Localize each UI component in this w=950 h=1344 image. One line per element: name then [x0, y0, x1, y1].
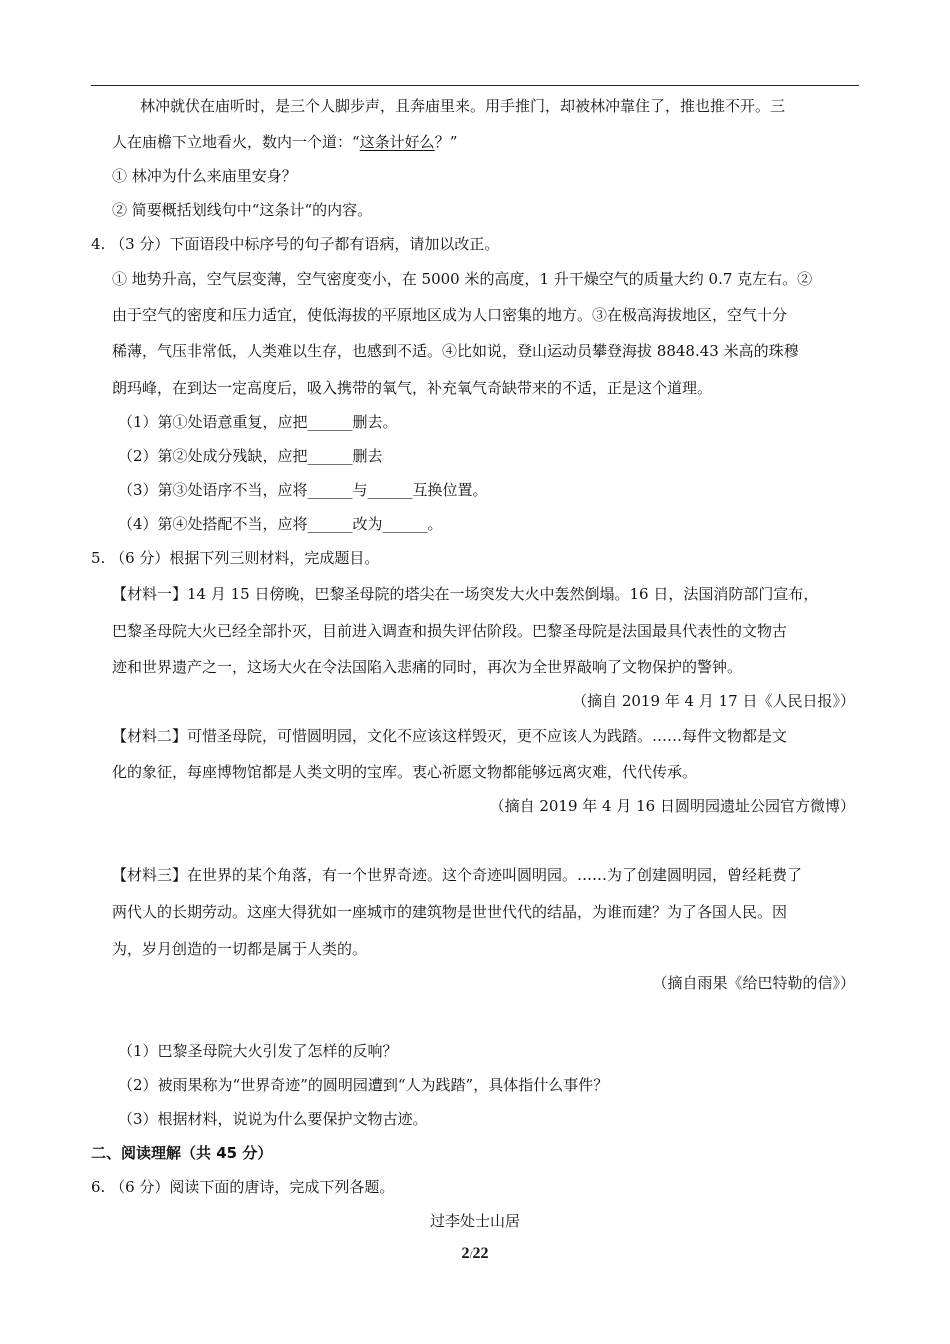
- material-3: 为，岁月创造的一切都是属于人类的。: [112, 940, 368, 958]
- question-4-item: （4）第④处搭配不当，应将______改为______。: [118, 515, 443, 533]
- passage-text: 人在庙檐下立地看火，数内一个道：“: [112, 133, 360, 151]
- question-5-title: 5. （6 分）根据下列三则材料，完成题目。: [91, 549, 380, 567]
- page-total: 22: [472, 1245, 489, 1262]
- material-3-source: （摘自雨果《给巴特勒的信》）: [652, 974, 855, 992]
- question-4-item: （3）第③处语序不当，应将______与______互换位置。: [118, 481, 488, 499]
- sub-question: ② 简要概括划线句中“这条计“的内容。: [112, 201, 373, 219]
- passage-line: [112, 131, 457, 153]
- material-1: 【材料一】14 月 15 日傍晚，巴黎圣母院的塔尖在一场突发大火中轰然倒塌。16 日，法国消防部门宣布，: [112, 585, 819, 603]
- question-4-title: 4. （3 分）下面语段中标序号的句子都有语病，请加以改正。: [91, 235, 500, 253]
- question-4-paragraph: 朗玛峰，在到达一定高度后，吸入携带的氧气，补充氧气奇缺带来的不适，正是这个道理。: [112, 379, 713, 397]
- underlined-sentence: 这条计好么: [359, 133, 435, 151]
- question-5-item: （2）被雨果称为“世界奇迹”的圆明园遭到“人为践踏”，具体指什么事件？: [118, 1076, 609, 1094]
- material-2: 【材料二】可惜圣母院，可惜圆明园，文化不应该这样毁灭，更不应该人为践踏。……每件文物都是文: [112, 727, 788, 745]
- passage-line: 林冲就伏在庙听时，是三个人脚步声，且奔庙里来。用手推门，却被林冲靠住了，推也推不开。三: [140, 97, 786, 115]
- question-5-item: （3）根据材料，说说为什么要保护文物古迹。: [118, 1110, 428, 1128]
- question-4-item: （1）第①处语意重复，应把______删去。: [118, 413, 398, 431]
- question-6-title: 6. （6 分）阅读下面的唐诗，完成下列各题。: [91, 1178, 395, 1196]
- material-2: 化的象征，每座博物馆都是人类文明的宝库。衷心祈愿文物都能够远离灾难，代代传承。: [112, 763, 698, 781]
- material-1: 巴黎圣母院大火已经全部扑灭，目前进入调查和损失评估阶段。巴黎圣母院是法国最具代表性的文物古: [112, 622, 788, 640]
- passage-text: ？”: [434, 133, 458, 151]
- sub-question: ① 林冲为什么来庙里安身？: [112, 167, 297, 185]
- page-number: 2: [461, 1245, 470, 1262]
- question-4-paragraph: ① 地势升高，空气层变薄，空气密度变小，在 5000 米的高度，1 升干燥空气的质量大约 0.7 克左右。②: [112, 270, 813, 288]
- page-separator: /: [469, 1249, 473, 1261]
- material-1-source: （摘自 2019 年 4 月 17 日《人民日报》）: [572, 692, 855, 710]
- material-1: 迹和世界遗产之一，这场大火在令法国陷入悲痛的同时，再次为全世界敲响了文物保护的警钟。: [112, 658, 743, 676]
- header-rule: [91, 85, 859, 86]
- question-4-item: （2）第②处成分残缺，应把______删去: [118, 447, 383, 465]
- question-4-paragraph: 由于空气的密度和压力适宜，使低海拔的平原地区成为人口密集的地方。③在极高海拔地区，空气十分: [112, 306, 788, 324]
- question-5-item: （1）巴黎圣母院大火引发了怎样的反响？: [118, 1042, 398, 1060]
- material-3: 两代人的长期劳动。这座大得犹如一座城市的建筑物是世世代代的结晶，为谁而建？为了各国人民。因: [112, 903, 788, 921]
- question-4-paragraph: 稀薄，气压非常低，人类难以生存，也感到不适。④比如说，登山运动员攀登海拔 8848.43 米高的珠穆: [112, 342, 799, 360]
- poem-title: 过李处士山居: [429, 1212, 520, 1230]
- material-2-source: （摘自 2019 年 4 月 16 日圆明园遗址公园官方微博）: [489, 797, 855, 815]
- material-3: 【材料三】在世界的某个角落，有一个世界奇迹。这个奇迹叫圆明园。……为了创建圆明园，曾经耗费了: [112, 866, 803, 884]
- page-footer: [0, 1242, 950, 1266]
- section-2-heading: 二、阅读理解（共 45 分）: [91, 1144, 273, 1162]
